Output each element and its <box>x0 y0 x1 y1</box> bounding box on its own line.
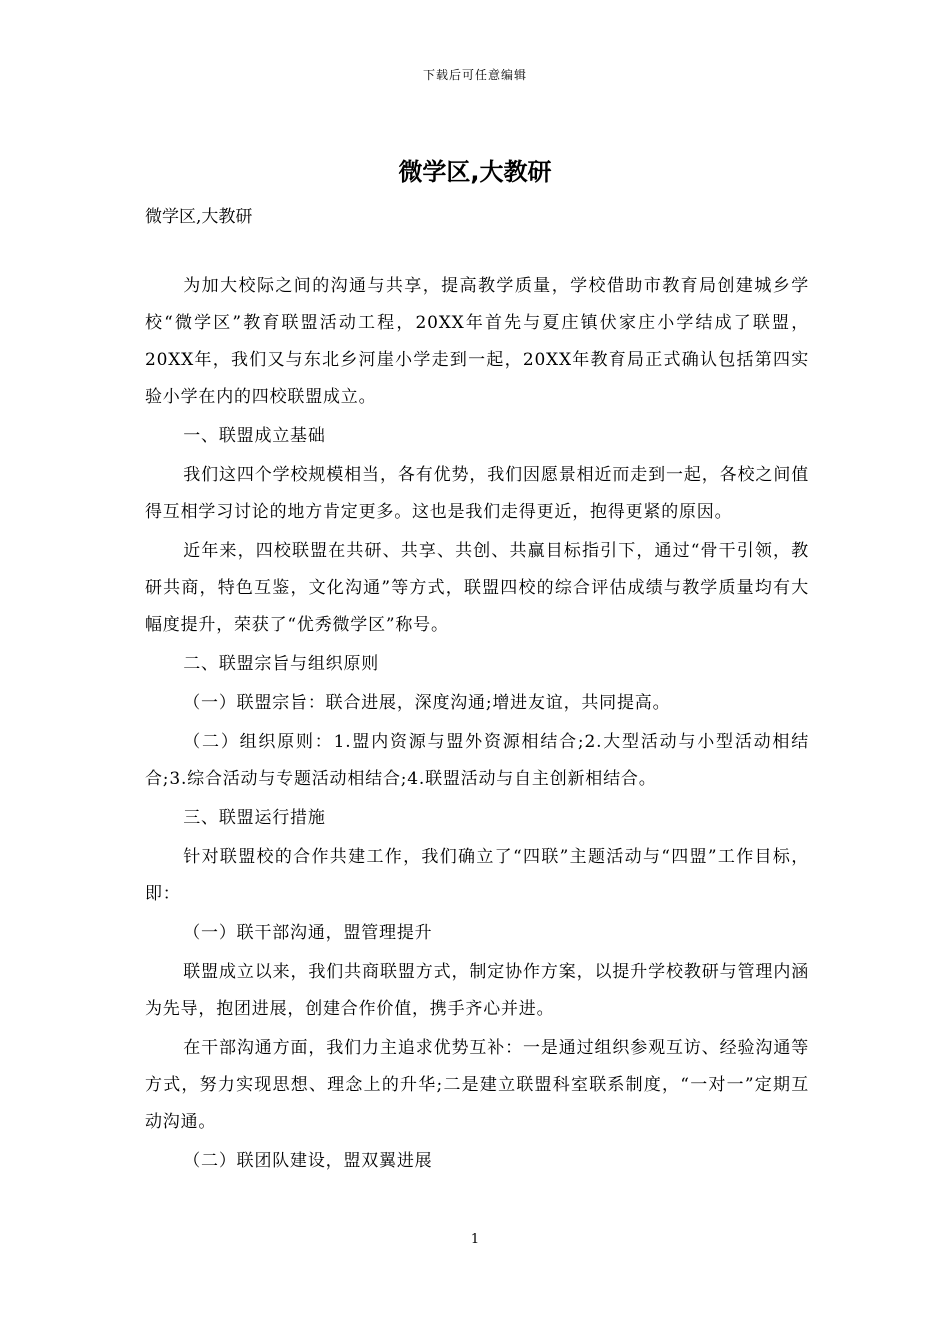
header-note: 下载后可任意编辑 <box>422 68 527 82</box>
document-body <box>145 268 809 1182</box>
paragraph: 联盟成立以来，我们共商联盟方式，制定协作方案，以提升学校教研与管理内涵为先导，抱团进展，创建合作价值，携手齐心并进。 <box>145 962 809 1019</box>
paragraph: 我们这四个学校规模相当，各有优势，我们因愿景相近而走到一起，各校之间值得互相学习讨论的地方肯定更多。这也是我们走得更近，抱得更紧的原因。 <box>145 465 809 522</box>
paragraph: 近年来，四校联盟在共研、共享、共创、共赢目标指引下，通过“骨干引领，教研共商，特色互鉴，文化沟通”等方式，联盟四校的综合评估成绩与教学质量均有大幅度提升，荣获了“优秀微学区”称号。 <box>145 541 809 635</box>
subsection-heading: （二）联团队建设，盟双翼进展 <box>183 1151 433 1171</box>
paragraph: （一）联盟宗旨：联合进展，深度沟通;增进友谊，共同提高。 <box>183 693 671 713</box>
subsection-heading: （一）联干部沟通，盟管理提升 <box>183 923 433 943</box>
document-title: 微学区,大教研 <box>398 158 552 186</box>
section-heading-1: 一、联盟成立基础 <box>183 426 326 446</box>
paragraph: 针对联盟校的合作共建工作，我们确立了“四联”主题活动与“四盟”工作目标，即： <box>145 847 809 904</box>
document-subtitle: 微学区,大教研 <box>145 207 253 227</box>
paragraph-intro: 为加大校际之间的沟通与共享，提高教学质量，学校借助市教育局创建城乡学校“微学区”教育联盟活动工程，20XX年首先与夏庄镇伏家庄小学结成了联盟，20XX年，我们又与东北乡河崖小学走到一起，20XX年教育局正式确认包括第四实验小学在内的四校联盟成立。 <box>145 276 809 407</box>
paragraph: （二）组织原则：1.盟内资源与盟外资源相结合;2.大型活动与小型活动相结合;3.综合活动与专题活动相结合;4.联盟活动与自主创新相结合。 <box>145 732 809 789</box>
section-heading-2: 二、联盟宗旨与组织原则 <box>183 654 380 674</box>
page-number: 1 <box>470 1232 480 1247</box>
section-heading-3: 三、联盟运行措施 <box>183 808 326 828</box>
paragraph: 在干部沟通方面，我们力主追求优势互补：一是通过组织参观互访、经验沟通等方式，努力实现思想、理念上的升华;二是建立联盟科室联系制度，“一对一”定期互动沟通。 <box>145 1038 809 1132</box>
